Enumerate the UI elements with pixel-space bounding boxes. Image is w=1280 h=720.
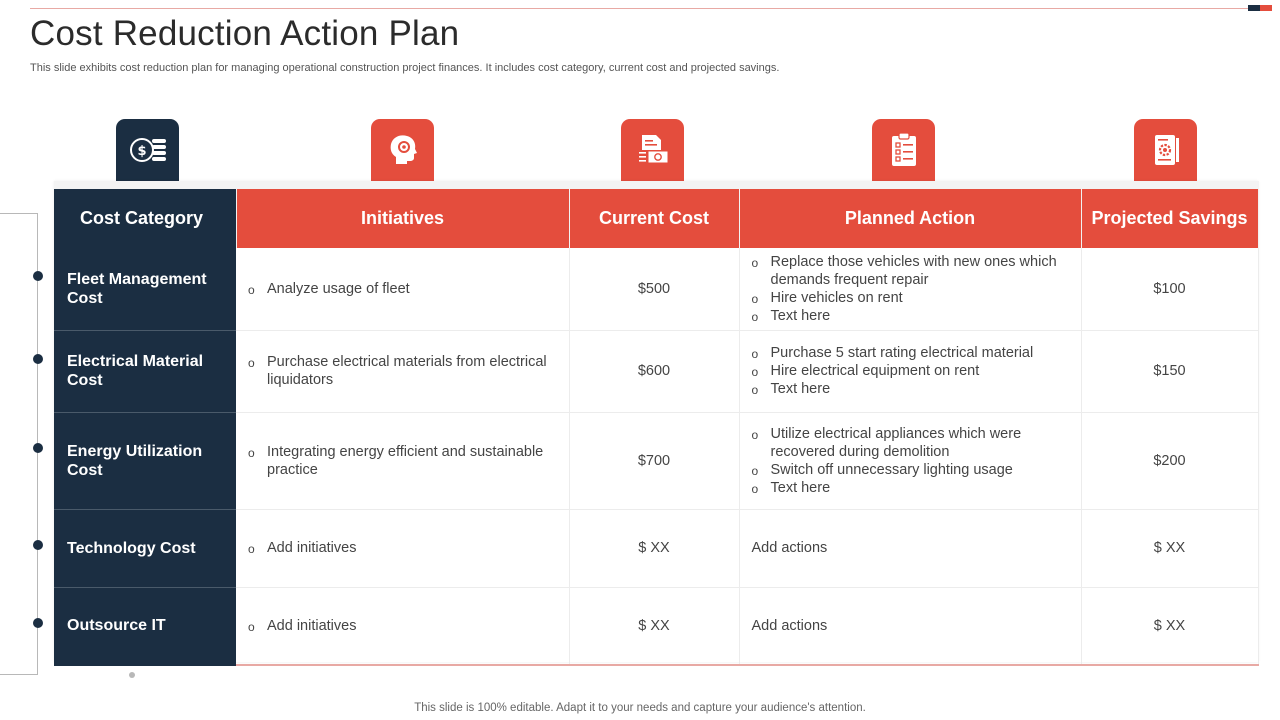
invoice-icon bbox=[621, 119, 684, 181]
head-gear-icon bbox=[371, 119, 434, 181]
action-item: o Text here bbox=[752, 307, 1067, 325]
table-row bbox=[54, 587, 1258, 665]
action-item: o Purchase 5 start rating electrical material bbox=[752, 344, 1067, 362]
planned-action-cell: Add actions bbox=[739, 509, 1081, 587]
svg-text:$: $ bbox=[136, 144, 147, 159]
row-marker-dot bbox=[33, 354, 43, 364]
settings-document-icon bbox=[1134, 119, 1197, 181]
row-marker-dot bbox=[33, 271, 43, 281]
planned-action-cell bbox=[739, 330, 1081, 412]
current-cost-cell: $700 bbox=[569, 412, 739, 509]
initiative-item: o Purchase electrical materials from electrical liquidators bbox=[248, 353, 555, 389]
header-current-cost: Current Cost bbox=[569, 185, 739, 248]
planned-action-cell bbox=[739, 412, 1081, 509]
table-row bbox=[54, 509, 1258, 587]
initiatives-cell bbox=[236, 412, 569, 509]
page-subtitle: This slide exhibits cost reduction plan for managing operational construction project finances. It includes cost category, current cost and projected savings. bbox=[30, 62, 780, 74]
footer-note: This slide is 100% editable. Adapt it to your needs and capture your audience's attention. bbox=[414, 702, 866, 714]
corner-flag bbox=[1248, 5, 1272, 11]
timeline-bracket bbox=[0, 213, 38, 675]
row-marker-dot bbox=[33, 618, 43, 628]
action-item: o Utilize electrical appliances which were recovered during demolition bbox=[752, 425, 1067, 461]
projected-savings-cell: $200 bbox=[1081, 412, 1258, 509]
initiative-item: o Analyze usage of fleet bbox=[248, 280, 555, 298]
header-cost-category: Cost Category bbox=[54, 185, 236, 248]
bracket-end-dot bbox=[129, 672, 135, 678]
current-cost-cell: $600 bbox=[569, 330, 739, 412]
table-header-row bbox=[54, 185, 1258, 248]
projected-savings-cell: $ XX bbox=[1081, 509, 1258, 587]
action-item: o Hire electrical equipment on rent bbox=[752, 362, 1067, 380]
initiatives-cell bbox=[236, 248, 569, 330]
row-marker-dot bbox=[33, 540, 43, 550]
header-planned-action: Planned Action bbox=[739, 185, 1081, 248]
current-cost-cell: $ XX bbox=[569, 509, 739, 587]
current-cost-cell: $500 bbox=[569, 248, 739, 330]
projected-savings-cell: $100 bbox=[1081, 248, 1258, 330]
planned-action-cell bbox=[739, 248, 1081, 330]
row-marker-dot bbox=[33, 443, 43, 453]
initiatives-cell bbox=[236, 509, 569, 587]
header-initiatives: Initiatives bbox=[236, 185, 569, 248]
action-item: o Switch off unnecessary lighting usage bbox=[752, 461, 1067, 479]
projected-savings-cell: $150 bbox=[1081, 330, 1258, 412]
table-row bbox=[54, 248, 1258, 330]
current-cost-cell: $ XX bbox=[569, 587, 739, 665]
header-projected-savings: Projected Savings bbox=[1081, 185, 1258, 248]
initiatives-cell bbox=[236, 587, 569, 665]
action-item: o Text here bbox=[752, 479, 1067, 497]
initiative-item: o Add initiatives bbox=[248, 617, 555, 635]
initiative-item: o Add initiatives bbox=[248, 539, 555, 557]
action-item: o Text here bbox=[752, 380, 1067, 398]
planned-action-cell: Add actions bbox=[739, 587, 1081, 665]
category-cell: Technology Cost bbox=[54, 509, 236, 587]
category-cell: Fleet Management Cost bbox=[54, 248, 236, 330]
checklist-icon bbox=[872, 119, 935, 181]
category-cell: Energy Utilization Cost bbox=[54, 412, 236, 509]
initiatives-cell bbox=[236, 330, 569, 412]
coins-icon bbox=[116, 119, 179, 181]
category-cell: Outsource IT bbox=[54, 587, 236, 665]
category-cell: Electrical Material Cost bbox=[54, 330, 236, 412]
table-row bbox=[54, 412, 1258, 509]
cost-reduction-table bbox=[54, 181, 1259, 666]
top-divider bbox=[30, 8, 1250, 9]
initiative-item: o Integrating energy efficient and sustainable practice bbox=[248, 443, 555, 479]
action-item: o Replace those vehicles with new ones which demands frequent repair bbox=[752, 253, 1067, 289]
table-row bbox=[54, 330, 1258, 412]
page-title: Cost Reduction Action Plan bbox=[30, 14, 460, 53]
cost-table-container bbox=[54, 181, 1258, 662]
action-item: o Hire vehicles on rent bbox=[752, 289, 1067, 307]
projected-savings-cell: $ XX bbox=[1081, 587, 1258, 665]
